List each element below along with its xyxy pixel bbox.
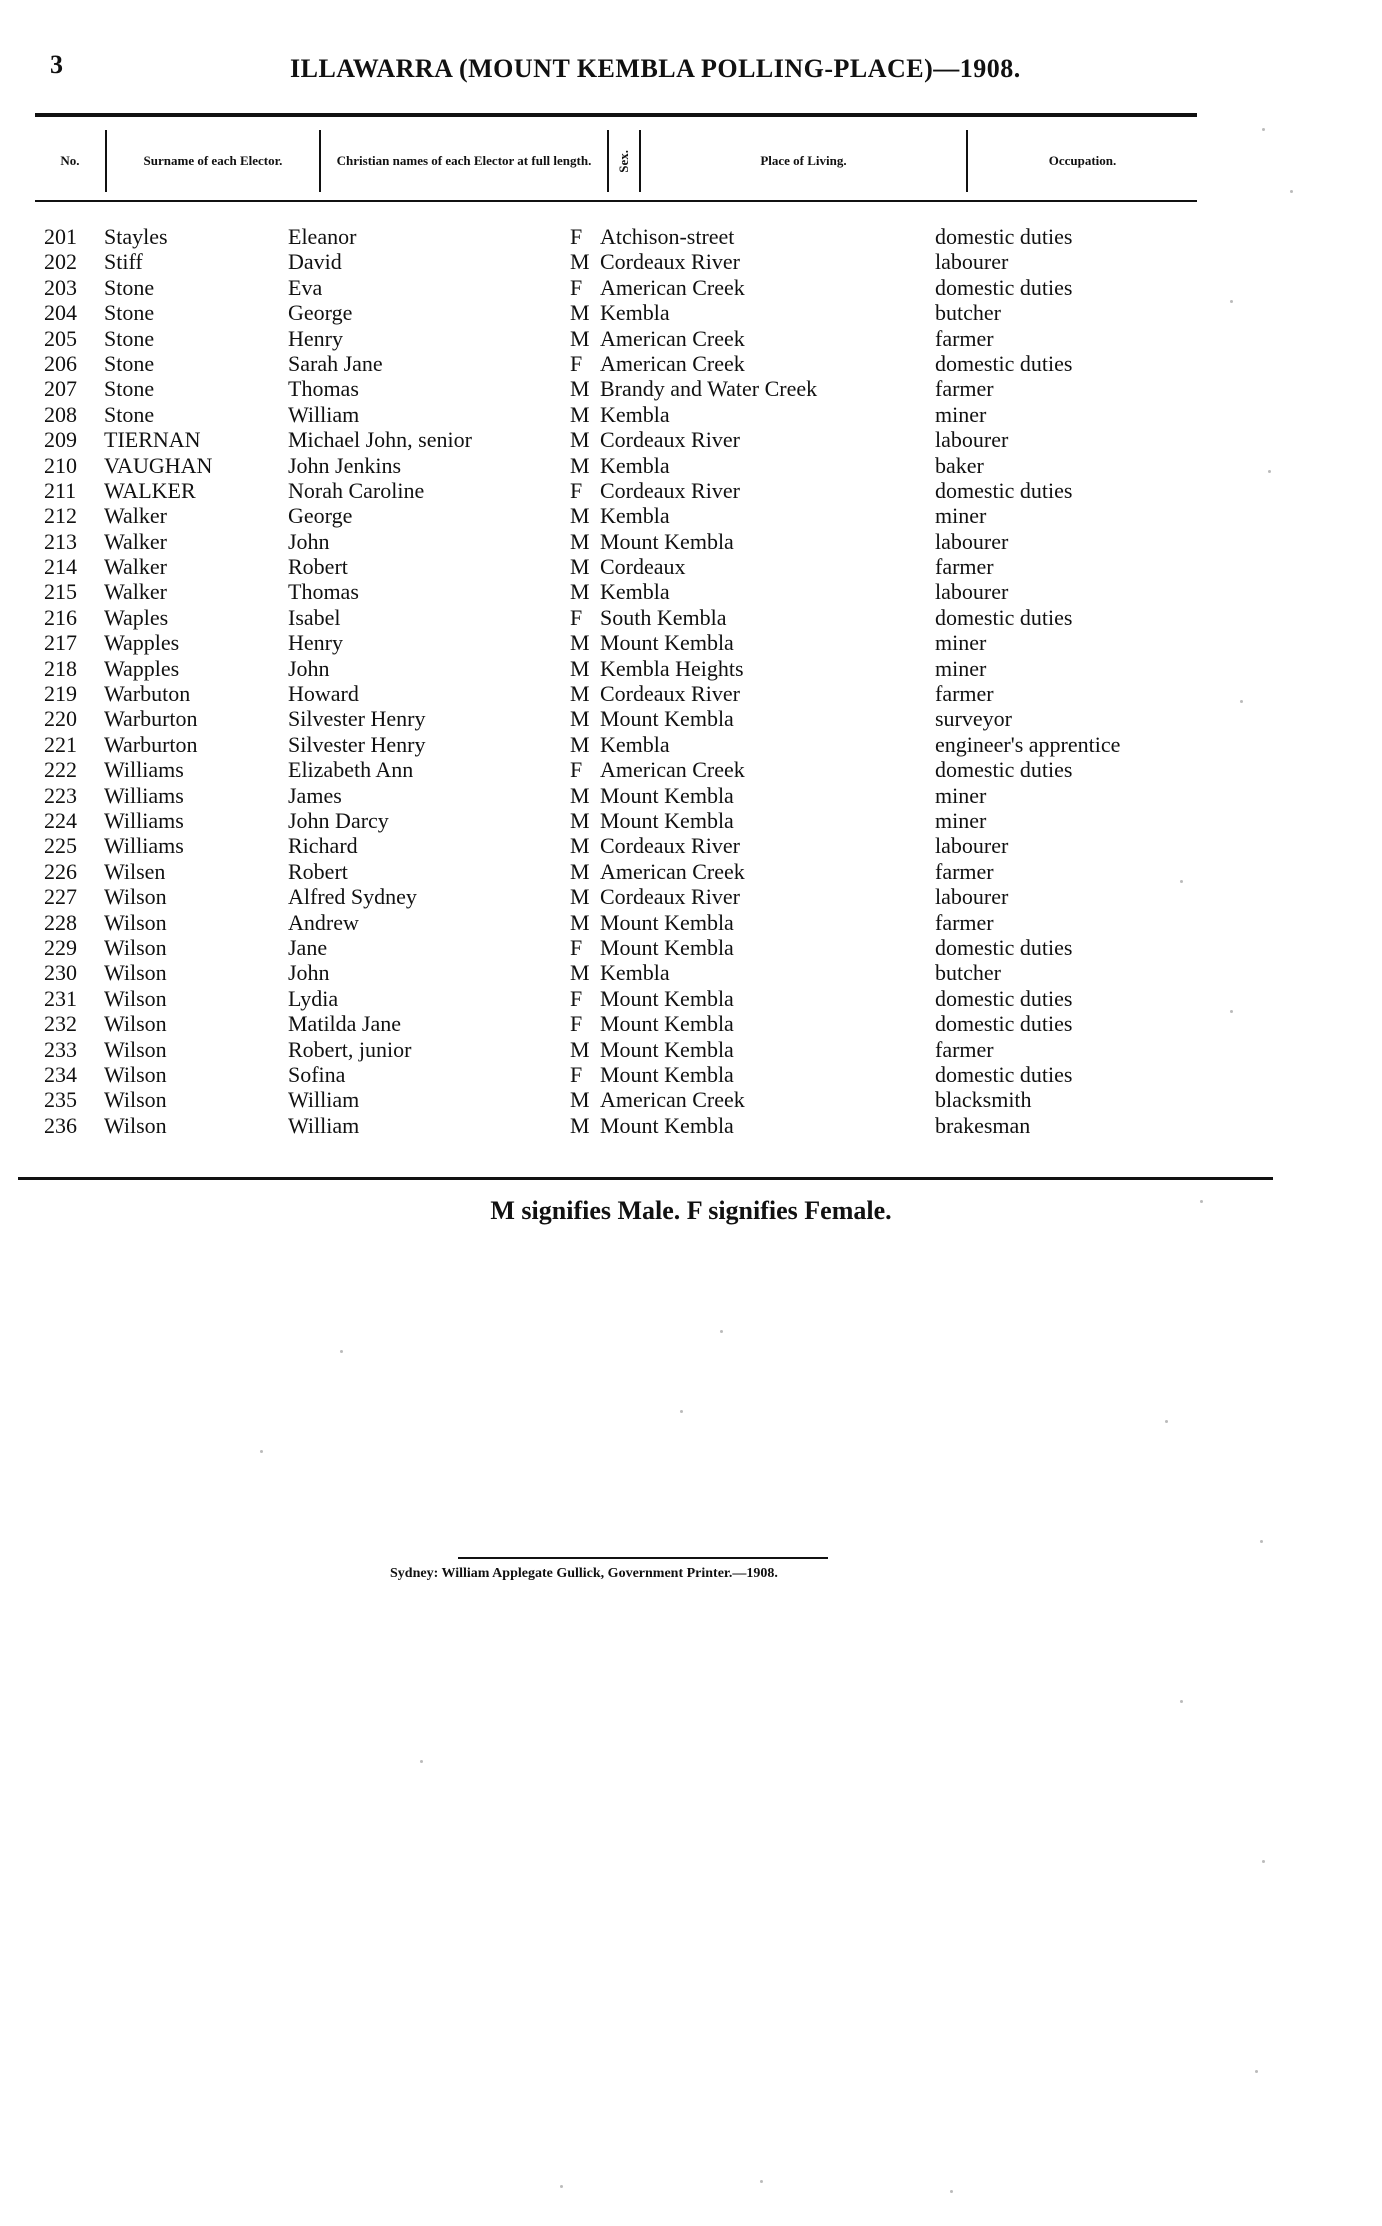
elector-place-of-living: Mount Kembla xyxy=(600,706,734,732)
elector-sex: M xyxy=(570,884,590,910)
elector-number: 220 xyxy=(44,706,77,732)
table-row xyxy=(0,554,1382,579)
elector-christian-names: Eleanor xyxy=(288,224,357,249)
header-top-rule xyxy=(35,113,1197,117)
scan-speck xyxy=(1290,190,1293,193)
elector-place-of-living: Brandy and Water Creek xyxy=(600,376,818,402)
elector-christian-names: Jane xyxy=(288,934,328,960)
elector-number: 209 xyxy=(44,427,77,453)
printer-imprint: Sydney: William Applegate Gullick, Government Printer.—1908. xyxy=(390,1566,778,1581)
table-header xyxy=(35,130,1197,192)
column-header-surname: Surname of each Elector. xyxy=(143,153,283,168)
scan-speck xyxy=(420,1760,423,1763)
elector-surname: Stone xyxy=(104,350,155,376)
elector-place-of-living: Cordeaux xyxy=(600,554,686,580)
elector-sex: M xyxy=(570,681,590,707)
column-header-no: No. xyxy=(60,153,80,168)
table-row xyxy=(0,833,1382,858)
elector-surname: Stone xyxy=(104,376,155,402)
table-row xyxy=(0,732,1382,757)
table-row xyxy=(0,1037,1382,1062)
elector-place-of-living: Mount Kembla xyxy=(600,782,734,808)
column-header-christian-names: Christian names of each Elector at full length. xyxy=(336,153,592,168)
elector-occupation: labourer xyxy=(935,833,1009,859)
table-row xyxy=(0,376,1382,401)
elector-place-of-living: Mount Kembla xyxy=(600,528,734,554)
elector-sex: M xyxy=(570,325,590,351)
elector-christian-names: Matilda Jane xyxy=(288,1011,402,1037)
table-row xyxy=(0,656,1382,681)
elector-number: 229 xyxy=(44,934,77,960)
elector-place-of-living: Mount Kembla xyxy=(600,909,734,935)
elector-occupation: labourer xyxy=(935,249,1009,275)
elector-occupation: farmer xyxy=(935,909,994,935)
scan-speck xyxy=(1180,880,1183,883)
elector-christian-names: David xyxy=(288,249,342,275)
elector-christian-names: John xyxy=(288,960,330,986)
elector-place-of-living: Cordeaux River xyxy=(600,427,740,453)
elector-occupation: brakesman xyxy=(935,1112,1031,1138)
scan-speck xyxy=(560,2185,563,2188)
elector-sex: M xyxy=(570,731,590,757)
elector-sex: M xyxy=(570,452,590,478)
elector-place-of-living: Kembla xyxy=(600,401,670,427)
elector-occupation: domestic duties xyxy=(935,477,1073,503)
table-row xyxy=(0,986,1382,1011)
scan-speck xyxy=(680,1410,683,1413)
elector-place-of-living: Mount Kembla xyxy=(600,1036,734,1062)
scan-speck xyxy=(260,1450,263,1453)
table-row xyxy=(0,1011,1382,1036)
table-row xyxy=(0,300,1382,325)
elector-surname: Wilson xyxy=(104,1061,167,1087)
elector-number: 201 xyxy=(44,224,77,249)
elector-christian-names: George xyxy=(288,503,353,529)
elector-sex: M xyxy=(570,630,590,656)
elector-occupation: surveyor xyxy=(935,706,1012,732)
scan-speck xyxy=(1180,1700,1183,1703)
elector-place-of-living: Mount Kembla xyxy=(600,807,734,833)
table-row xyxy=(0,453,1382,478)
table-row xyxy=(0,681,1382,706)
elector-place-of-living: Mount Kembla xyxy=(600,630,734,656)
elector-surname: Stiff xyxy=(104,249,143,275)
scan-speck xyxy=(1255,2070,1258,2073)
elector-number: 216 xyxy=(44,604,77,630)
elector-christian-names: Sofina xyxy=(288,1061,346,1087)
elector-number: 212 xyxy=(44,503,77,529)
elector-christian-names: Thomas xyxy=(288,376,359,402)
table-row xyxy=(0,783,1382,808)
elector-place-of-living: American Creek xyxy=(600,1087,745,1113)
elector-number: 232 xyxy=(44,1011,77,1037)
elector-christian-names: Silvester Henry xyxy=(288,731,426,757)
sex-legend: M signifies Male. F signifies Female. xyxy=(490,1196,892,1225)
elector-christian-names: James xyxy=(288,782,342,808)
elector-place-of-living: American Creek xyxy=(600,757,745,783)
electors-list xyxy=(0,224,1382,1138)
elector-surname: Walker xyxy=(104,579,167,605)
elector-number: 221 xyxy=(44,731,77,757)
elector-number: 231 xyxy=(44,985,77,1011)
elector-christian-names: Henry xyxy=(288,630,343,656)
elector-surname: Stone xyxy=(104,300,155,326)
scan-speck xyxy=(1200,1200,1203,1203)
elector-place-of-living: Cordeaux River xyxy=(600,477,740,503)
elector-occupation: farmer xyxy=(935,1036,994,1062)
column-header-sex: Sex. xyxy=(616,149,631,173)
elector-occupation: miner xyxy=(935,655,987,681)
elector-christian-names: Isabel xyxy=(288,604,341,630)
elector-sex: M xyxy=(570,249,590,275)
elector-christian-names: John xyxy=(288,655,330,681)
table-row xyxy=(0,757,1382,782)
table-row xyxy=(0,605,1382,630)
elector-place-of-living: Cordeaux River xyxy=(600,884,740,910)
table-bottom-rule xyxy=(18,1177,1273,1180)
elector-number: 211 xyxy=(44,477,77,503)
elector-christian-names: Robert, junior xyxy=(288,1036,412,1062)
elector-surname: Waples xyxy=(104,604,169,630)
elector-number: 205 xyxy=(44,325,77,351)
scan-speck xyxy=(340,1350,343,1353)
elector-occupation: labourer xyxy=(935,579,1009,605)
elector-sex: M xyxy=(570,833,590,859)
elector-sex: M xyxy=(570,1036,590,1062)
elector-occupation: engineer's apprentice xyxy=(935,731,1121,757)
elector-surname: Wilson xyxy=(104,1087,167,1113)
table-row xyxy=(0,529,1382,554)
elector-surname: TIERNAN xyxy=(104,427,201,453)
elector-occupation: domestic duties xyxy=(935,757,1073,783)
scan-speck xyxy=(1262,128,1265,131)
elector-christian-names: Robert xyxy=(288,554,348,580)
table-row xyxy=(0,249,1382,274)
elector-number: 223 xyxy=(44,782,77,808)
elector-surname: Wapples xyxy=(104,630,180,656)
elector-occupation: domestic duties xyxy=(935,934,1073,960)
elector-christian-names: Sarah Jane xyxy=(288,350,383,376)
page-number: 3 xyxy=(50,50,63,79)
elector-sex: F xyxy=(570,1061,583,1087)
elector-place-of-living: Kembla xyxy=(600,731,670,757)
elector-number: 226 xyxy=(44,858,77,884)
elector-occupation: miner xyxy=(935,503,987,529)
table-row xyxy=(0,706,1382,731)
elector-christian-names: George xyxy=(288,300,353,326)
elector-place-of-living: Cordeaux River xyxy=(600,833,740,859)
scan-speck xyxy=(1230,300,1233,303)
elector-sex: M xyxy=(570,554,590,580)
elector-place-of-living: Kembla xyxy=(600,300,670,326)
elector-christian-names: Richard xyxy=(288,833,358,859)
page-title: ILLAWARRA (MOUNT KEMBLA POLLING-PLACE)—1908. xyxy=(290,54,1021,83)
elector-number: 213 xyxy=(44,528,77,554)
table-row xyxy=(0,630,1382,655)
elector-occupation: labourer xyxy=(935,528,1009,554)
elector-christian-names: William xyxy=(288,401,360,427)
elector-occupation: domestic duties xyxy=(935,985,1073,1011)
elector-surname: Stone xyxy=(104,325,155,351)
elector-christian-names: Norah Caroline xyxy=(288,477,425,503)
elector-occupation: miner xyxy=(935,401,987,427)
elector-place-of-living: Kembla xyxy=(600,960,670,986)
elector-surname: Wilson xyxy=(104,985,167,1011)
elector-christian-names: Andrew xyxy=(288,909,359,935)
scan-speck xyxy=(1240,700,1243,703)
elector-number: 222 xyxy=(44,757,77,783)
table-row xyxy=(0,884,1382,909)
elector-place-of-living: American Creek xyxy=(600,350,745,376)
table-row xyxy=(0,402,1382,427)
table-row xyxy=(0,579,1382,604)
scan-speck xyxy=(1260,1540,1263,1543)
elector-christian-names: William xyxy=(288,1112,360,1138)
elector-number: 215 xyxy=(44,579,77,605)
elector-number: 206 xyxy=(44,350,77,376)
elector-sex: M xyxy=(570,503,590,529)
elector-surname: Wilson xyxy=(104,1011,167,1037)
elector-surname: Williams xyxy=(104,807,184,833)
elector-occupation: farmer xyxy=(935,554,994,580)
elector-surname: Warburton xyxy=(104,706,198,732)
elector-sex: M xyxy=(570,1112,590,1138)
elector-occupation: farmer xyxy=(935,858,994,884)
scan-speck xyxy=(1268,470,1271,473)
elector-christian-names: Alfred Sydney xyxy=(288,884,417,910)
elector-occupation: labourer xyxy=(935,884,1009,910)
elector-christian-names: Eva xyxy=(288,274,323,300)
elector-sex: F xyxy=(570,985,583,1011)
elector-number: 225 xyxy=(44,833,77,859)
elector-sex: F xyxy=(570,350,583,376)
elector-surname: Wilson xyxy=(104,909,167,935)
elector-christian-names: Lydia xyxy=(288,985,339,1011)
elector-surname: Stayles xyxy=(104,224,168,249)
table-row xyxy=(0,910,1382,935)
scan-speck xyxy=(1230,1010,1233,1013)
elector-place-of-living: Mount Kembla xyxy=(600,934,734,960)
elector-place-of-living: Cordeaux River xyxy=(600,681,740,707)
elector-christian-names: Robert xyxy=(288,858,348,884)
elector-number: 233 xyxy=(44,1036,77,1062)
scan-speck xyxy=(1165,1420,1168,1423)
elector-number: 230 xyxy=(44,960,77,986)
table-row xyxy=(0,960,1382,985)
elector-surname: Walker xyxy=(104,528,167,554)
elector-christian-names: John Jenkins xyxy=(288,452,402,478)
elector-sex: M xyxy=(570,655,590,681)
elector-sex: F xyxy=(570,1011,583,1037)
elector-place-of-living: South Kembla xyxy=(600,604,727,630)
elector-occupation: domestic duties xyxy=(935,1011,1073,1037)
elector-surname: Wilson xyxy=(104,934,167,960)
elector-occupation: miner xyxy=(935,782,987,808)
elector-sex: F xyxy=(570,757,583,783)
elector-place-of-living: Mount Kembla xyxy=(600,985,734,1011)
elector-sex: M xyxy=(570,376,590,402)
elector-number: 207 xyxy=(44,376,77,402)
elector-sex: F xyxy=(570,274,583,300)
elector-christian-names: John xyxy=(288,528,330,554)
elector-number: 208 xyxy=(44,401,77,427)
elector-sex: M xyxy=(570,528,590,554)
elector-christian-names: Elizabeth Ann xyxy=(288,757,414,783)
elector-surname: Wilson xyxy=(104,884,167,910)
column-header-place: Place of Living. xyxy=(760,153,847,168)
table-row xyxy=(0,427,1382,452)
elector-place-of-living: Mount Kembla xyxy=(600,1061,734,1087)
table-row xyxy=(0,275,1382,300)
elector-occupation: farmer xyxy=(935,325,994,351)
elector-surname: Williams xyxy=(104,833,184,859)
elector-surname: Wapples xyxy=(104,655,180,681)
scan-speck xyxy=(950,2190,953,2193)
elector-sex: M xyxy=(570,807,590,833)
elector-place-of-living: Kembla xyxy=(600,452,670,478)
elector-occupation: baker xyxy=(935,452,984,478)
elector-number: 214 xyxy=(44,554,77,580)
elector-number: 236 xyxy=(44,1112,77,1138)
elector-number: 218 xyxy=(44,655,77,681)
elector-occupation: domestic duties xyxy=(935,274,1073,300)
elector-surname: Stone xyxy=(104,401,155,427)
elector-place-of-living: American Creek xyxy=(600,325,745,351)
elector-sex: F xyxy=(570,604,583,630)
elector-sex: M xyxy=(570,300,590,326)
elector-number: 204 xyxy=(44,300,77,326)
elector-sex: F xyxy=(570,934,583,960)
table-row xyxy=(0,859,1382,884)
elector-place-of-living: Mount Kembla xyxy=(600,1011,734,1037)
scan-speck xyxy=(760,2180,763,2183)
elector-christian-names: Silvester Henry xyxy=(288,706,426,732)
elector-surname: Warbuton xyxy=(104,681,191,707)
table-row xyxy=(0,1087,1382,1112)
elector-surname: Wilson xyxy=(104,1112,167,1138)
table-row xyxy=(0,224,1382,249)
scan-speck xyxy=(1262,1860,1265,1863)
elector-christian-names: John Darcy xyxy=(288,807,389,833)
elector-number: 210 xyxy=(44,452,77,478)
elector-number: 219 xyxy=(44,681,77,707)
elector-christian-names: Henry xyxy=(288,325,343,351)
elector-surname: Warburton xyxy=(104,731,198,757)
elector-occupation: butcher xyxy=(935,960,1001,986)
column-header-occupation: Occupation. xyxy=(1048,153,1117,168)
elector-surname: Stone xyxy=(104,274,155,300)
header-bottom-rule xyxy=(35,200,1197,202)
scan-speck xyxy=(720,1330,723,1333)
table-row xyxy=(0,478,1382,503)
elector-number: 203 xyxy=(44,274,77,300)
elector-occupation: miner xyxy=(935,807,987,833)
elector-number: 228 xyxy=(44,909,77,935)
elector-number: 202 xyxy=(44,249,77,275)
elector-sex: M xyxy=(570,427,590,453)
printer-rule xyxy=(458,1557,828,1559)
elector-surname: Walker xyxy=(104,503,167,529)
table-row xyxy=(0,1062,1382,1087)
elector-sex: M xyxy=(570,960,590,986)
elector-christian-names: Howard xyxy=(288,681,359,707)
elector-number: 227 xyxy=(44,884,77,910)
elector-place-of-living: Mount Kembla xyxy=(600,1112,734,1138)
elector-christian-names: Michael John, senior xyxy=(288,427,472,453)
elector-place-of-living: American Creek xyxy=(600,858,745,884)
elector-place-of-living: Kembla xyxy=(600,579,670,605)
elector-occupation: blacksmith xyxy=(935,1087,1032,1113)
table-row xyxy=(0,935,1382,960)
elector-occupation: domestic duties xyxy=(935,350,1073,376)
elector-number: 235 xyxy=(44,1087,77,1113)
elector-number: 234 xyxy=(44,1061,77,1087)
elector-sex: M xyxy=(570,579,590,605)
elector-christian-names: Thomas xyxy=(288,579,359,605)
elector-place-of-living: Kembla Heights xyxy=(600,655,744,681)
elector-number: 217 xyxy=(44,630,77,656)
elector-occupation: domestic duties xyxy=(935,1061,1073,1087)
elector-place-of-living: Cordeaux River xyxy=(600,249,740,275)
elector-surname: WALKER xyxy=(104,477,196,503)
table-row xyxy=(0,351,1382,376)
elector-occupation: labourer xyxy=(935,427,1009,453)
elector-occupation: domestic duties xyxy=(935,604,1073,630)
elector-surname: Wilsen xyxy=(104,858,166,884)
elector-occupation: farmer xyxy=(935,376,994,402)
elector-surname: Wilson xyxy=(104,1036,167,1062)
elector-christian-names: William xyxy=(288,1087,360,1113)
elector-sex: M xyxy=(570,706,590,732)
elector-sex: M xyxy=(570,401,590,427)
elector-surname: VAUGHAN xyxy=(104,452,213,478)
elector-surname: Williams xyxy=(104,757,184,783)
table-row xyxy=(0,503,1382,528)
elector-place-of-living: Atchison-street xyxy=(600,224,735,249)
elector-place-of-living: American Creek xyxy=(600,274,745,300)
elector-number: 224 xyxy=(44,807,77,833)
elector-surname: Walker xyxy=(104,554,167,580)
elector-sex: M xyxy=(570,782,590,808)
elector-occupation: domestic duties xyxy=(935,224,1073,249)
elector-place-of-living: Kembla xyxy=(600,503,670,529)
table-row xyxy=(0,1113,1382,1138)
elector-sex: M xyxy=(570,909,590,935)
table-row xyxy=(0,808,1382,833)
elector-sex: F xyxy=(570,224,583,249)
elector-occupation: farmer xyxy=(935,681,994,707)
elector-surname: Williams xyxy=(104,782,184,808)
elector-sex: M xyxy=(570,1087,590,1113)
elector-sex: F xyxy=(570,477,583,503)
elector-occupation: miner xyxy=(935,630,987,656)
elector-sex: M xyxy=(570,858,590,884)
elector-surname: Wilson xyxy=(104,960,167,986)
elector-occupation: butcher xyxy=(935,300,1001,326)
table-row xyxy=(0,326,1382,351)
